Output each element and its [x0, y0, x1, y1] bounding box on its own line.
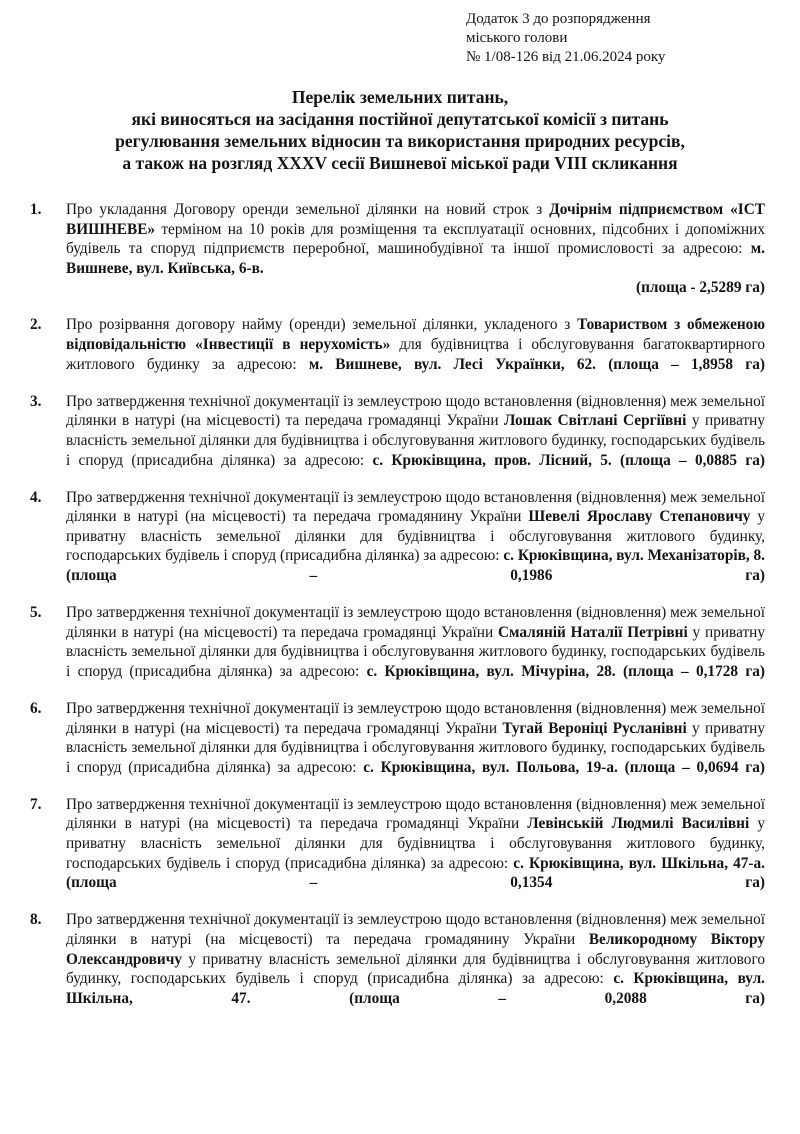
item-text: Про затвердження технічної документації із землеустрою щодо встановлення (відновлення) меж земельної ділянки в натурі (на місцевості) та передача громадянину України [66, 488, 765, 526]
item-text: Про затвердження технічної документації із землеустрою щодо встановлення (відновлення) меж земельної ділянки в натурі (на місцевості) та передача громадянці України [66, 604, 765, 641]
item-address: с. Крюківщина, вул. Механізаторів, 8. [503, 547, 765, 565]
item-area: (площа – 1,8958 га) [608, 355, 765, 373]
title-line: регулювання земельних відносин та використання природних ресурсів, [115, 131, 685, 151]
item-number: 3. [30, 392, 42, 410]
item-number: 4. [30, 488, 42, 506]
item-number: 6. [30, 699, 42, 717]
item-text: у приватну власність земельної ділянки для будівництва і обслуговування житлового будинку, господарських будівель і споруд (присадибна ділянка) за адресою: [66, 623, 765, 680]
item-party: Великородному Віктору Олександровичу [66, 930, 765, 968]
item-text: у приватну власність земельної ділянки для будівництва і обслуговування житлового будинку, господарських будівель і споруд (присадибна ділянка) за адресою: [66, 950, 765, 988]
item-text: у приватну власність земельної ділянки для будівництва і обслуговування житлового будинку, господарських будівель і споруд (присадибна ділянка) за адресою: [66, 412, 765, 469]
list-item [30, 392, 765, 470]
item-text: Про розірвання договору найму (оренди) земельної ділянки, укладеного з [66, 316, 578, 334]
item-text: у приватну власність земельної ділянки для будівництва і обслуговування житлового будинку, господарських будівель і споруд (присадибна ділянка) за адресою: [66, 508, 765, 565]
item-address: с. Крюківщина, вул. Мічуріна, 28. [366, 662, 616, 680]
item-number: 8. [30, 911, 42, 929]
annex-line: Додаток 3 до розпорядження [466, 11, 651, 27]
list-item [30, 603, 765, 681]
item-party: Дочірнім підприємством «ІСТ ВИШНЕВЕ» [66, 201, 765, 238]
list-item [30, 795, 765, 893]
item-text: для будівництва і обслуговування багатоквартирного житлового будинку за адресою: [66, 336, 765, 373]
land-issues-list [30, 200, 765, 1026]
list-item [30, 699, 765, 777]
item-body [66, 315, 765, 374]
title-line: Перелік земельних питань, [291, 87, 509, 107]
item-body [66, 603, 765, 681]
list-item [30, 910, 765, 1008]
item-party: Смаляній Наталії Петрівні [497, 623, 688, 641]
item-party: Левінській Людмилі Василівні [527, 815, 750, 833]
item-body [66, 392, 765, 470]
item-number: 2. [30, 316, 42, 334]
item-number: 5. [30, 604, 42, 622]
list-item [30, 200, 765, 298]
item-text: у приватну власність земельної ділянки для будівництва і обслуговування житлового будинку, господарських будівель і споруд (присадибна ділянка) за адресою: [66, 815, 765, 872]
item-text: Про затвердження технічної документації із землеустрою щодо встановлення (відновлення) меж земельної ділянки в натурі (на місцевості) та передача громадянці України [66, 699, 765, 737]
item-area: (площа – 0,2088 га) [349, 989, 765, 1007]
item-party: Товариством з обмеженою відповідальністю «Інвестиції в нерухомість» [66, 316, 766, 354]
item-text: Про затвердження технічної документації із землеустрою щодо встановлення (відновлення) меж земельної ділянки в натурі (на місцевості) та передача громадянину України [66, 911, 765, 948]
item-party: Шевелі Ярославу Степановичу [528, 508, 751, 526]
list-item [30, 488, 765, 586]
annex-line: міського голови [466, 30, 568, 46]
item-address: м. Вишневе, вул. Київська, 6-в. [66, 240, 765, 277]
item-address: м. Вишневе, вул. Лесі Українки, 62. [308, 355, 596, 373]
item-address: с. Крюківщина, вул. Польова, 19-а. [363, 758, 618, 776]
item-party: Лошак Світлані Сергіївні [504, 412, 687, 430]
title-line: які виносяться на засідання постійної депутатської комісії з питань [131, 109, 669, 129]
item-party: Тугай Вероніці Русланівні [502, 719, 687, 737]
item-area: (площа – 0,0885 га) [620, 451, 766, 469]
item-body [66, 200, 765, 298]
title-line: а також на розгляд XXXV сесії Вишневої міської ради VIII скликання [122, 153, 678, 173]
item-body [66, 795, 765, 893]
item-body [66, 910, 765, 1008]
item-area: (площа – 0,1354 га) [66, 874, 765, 892]
item-number: 7. [30, 795, 42, 813]
document-title [30, 86, 770, 174]
item-text: Про укладання Договору оренди земельної ділянки на новий строк з [66, 201, 550, 218]
item-text: у приватну власність земельної ділянки для будівництва і обслуговування житлового будинку, господарських будівель і споруд (присадибна ділянка) за адресою: [66, 719, 765, 776]
item-address: с. Крюківщина, пров. Лісний, 5. [372, 451, 612, 469]
item-address: с. Крюківщина, вул. Шкільна, 47. [66, 970, 765, 1007]
item-body [66, 699, 765, 777]
item-area: (площа – 0,1986 га) [66, 567, 765, 584]
item-number: 1. [30, 201, 42, 218]
annex-header [466, 10, 786, 67]
item-body [66, 488, 765, 586]
item-area: (площа – 0,1728 га) [622, 662, 766, 680]
item-text: Про затвердження технічної документації із землеустрою щодо встановлення (відновлення) меж земельної ділянки в натурі (на місцевості) та передача громадянці України [66, 795, 765, 833]
item-area: (площа - 2,5289 га) [635, 279, 765, 297]
item-address: с. Крюківщина, вул. Шкільна, 47-а. [513, 854, 765, 872]
list-item [30, 315, 765, 374]
annex-line: № 1/08-126 від 21.06.2024 року [466, 49, 666, 65]
item-text: Про затвердження технічної документації із землеустрою щодо встановлення (відновлення) меж земельної ділянки в натурі (на місцевості) та передача громадянці України [66, 392, 765, 430]
item-text: терміном на 10 років для розміщення та експлуатації основних, підсобних і допоміжних будівель та споруд підприємств переробної, машинобудівної та іншої промисловості за адресою: [66, 220, 765, 258]
item-area: (площа – 0,0694 га) [624, 758, 765, 776]
